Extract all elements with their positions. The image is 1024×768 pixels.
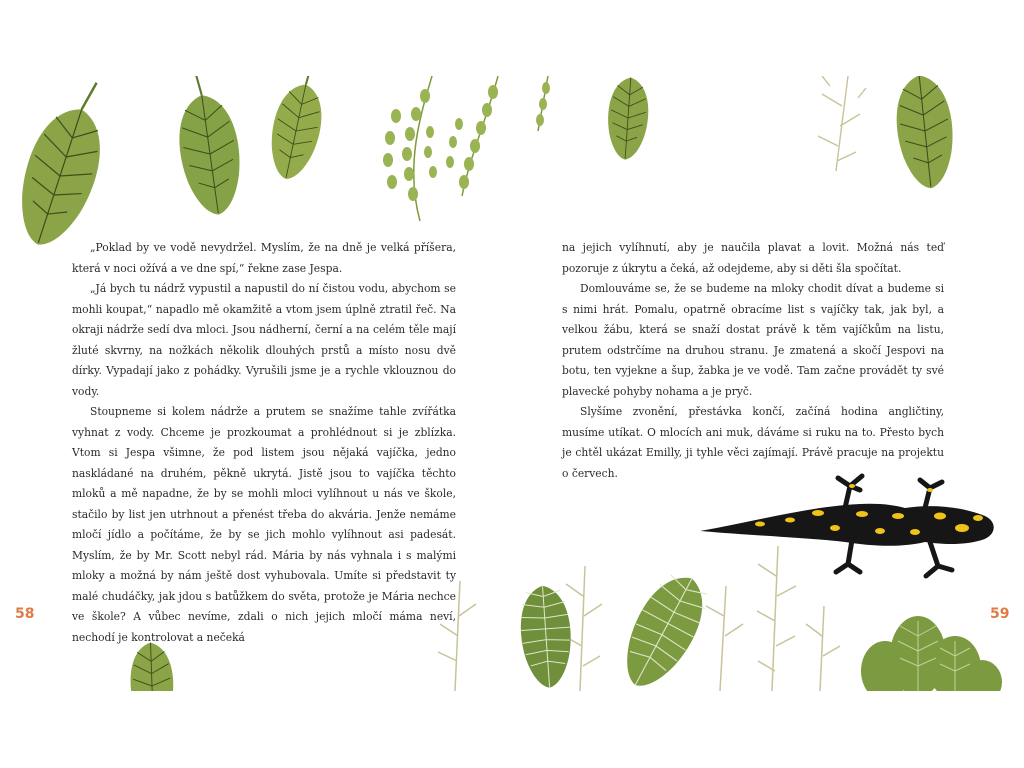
- hanging-vine-icon: [536, 76, 550, 131]
- leaf-icon: [169, 76, 247, 219]
- leaf-icon: [605, 76, 651, 161]
- leaf-icon: [609, 565, 717, 691]
- book-spread: [0, 76, 1024, 691]
- paragraph: Domlouváme se, že se budeme na mloky chodit dívat a budeme si s nimi hrát. Pomalu, opatrně obracíme list s vajíčky tak, jak byl, a velkou žábu, která se snaží dostat právě k těm vajíčkům na listu, prutem odstrčíme na druhou stranu. Je zmatená a skočí Jespovi na botu, ten vyjekne a šup, žabka je ve vodě. Tam začne provádět ty své plavecké pohyby nohama a je pryč.: [562, 282, 944, 398]
- page-number-right: 59: [990, 606, 1010, 622]
- fire-salamander-icon: [700, 476, 994, 576]
- leaf-icon: [518, 584, 575, 689]
- leaf-icon: [129, 642, 175, 691]
- page-number-left: 58: [15, 606, 35, 622]
- paragraph: „Já bych tu nádrž vypustil a napustil do ní čistou vodu, abychom se mohli koupat,“ napadlo mě okamžitě a vtom jsem úplně ztratil řeč. Na okraji nádrže sedí dva mloci. Jsou nádherní, černí a na celém těle mají žluté skvrny, na nožkách několik dlouhých prstů a místo nosu dvě dírky. Vypadají jako z pohádky. Vyrušili jsme je a rychle vklouznou do vody.: [72, 282, 456, 398]
- leaf-icon: [861, 616, 1002, 691]
- leaf-icon: [5, 76, 124, 255]
- right-page-text: [562, 238, 944, 484]
- hanging-vine-icon: [446, 76, 498, 196]
- paragraph: Stoupneme si kolem nádrže a prutem se snažíme tahle zvířátka vyhnat z vody. Chceme je prozkoumat a prohlédnout si je zblízka. Vtom si Jespa všimne, že pod listem jsou nějaká vajíčka, jedno naskládané na druhém, pěkně ukrytá. Jistě jsou to vajíčka těchto mloků a mě napadne, že by se mohli mloci vylíhnout u nás ve škole, stačilo by list jen utrhnout a přenést třeba do akvária. Jenže nemáme mločí jídlo a počítáme, že by se jich mohlo vylíhnout asi padesát. Myslím, že by Mr. Scott nebyl rád. Mária by nás vyhnala i s malými mloky a možná by nám ještě dost vyhubovala. Umíte si představit ty malé chudáčky, jak jdou s batůžkem do světa, protože je Mária nechce ve škole? A vůbec nevíme, zdali o nich jejich mločí máma neví, nechodí je kontrolovat a nečeká: [72, 405, 456, 644]
- paragraph: „Poklad by ve vodě nevydržel. Myslím, že na dně je velká příšera, která v noci ožívá a ve dne spí,“ řekne zase Jespa.: [72, 241, 456, 275]
- leaf-icon: [892, 76, 959, 191]
- paragraph: na jejich vylíhnutí, aby je naučila plavat a lovit. Možná nás teď pozoruje z úkrytu a čeká, až odejdeme, aby si děti šla spočítat.: [562, 241, 944, 275]
- leaf-icon: [263, 76, 333, 184]
- hanging-vine-icon: [383, 76, 437, 221]
- left-page-text: [72, 238, 456, 648]
- sprig-icon: [818, 76, 866, 171]
- paragraph: Slyšíme zvonění, přestávka končí, začíná hodina angličtiny, musíme utíkat. O mlocích ani muk, dáváme si ruku na to. Přesto bych je chtěl ukázat Emilly, ji tyhle věci zajímají. Právě pracuje na projektu o červech.: [562, 405, 944, 480]
